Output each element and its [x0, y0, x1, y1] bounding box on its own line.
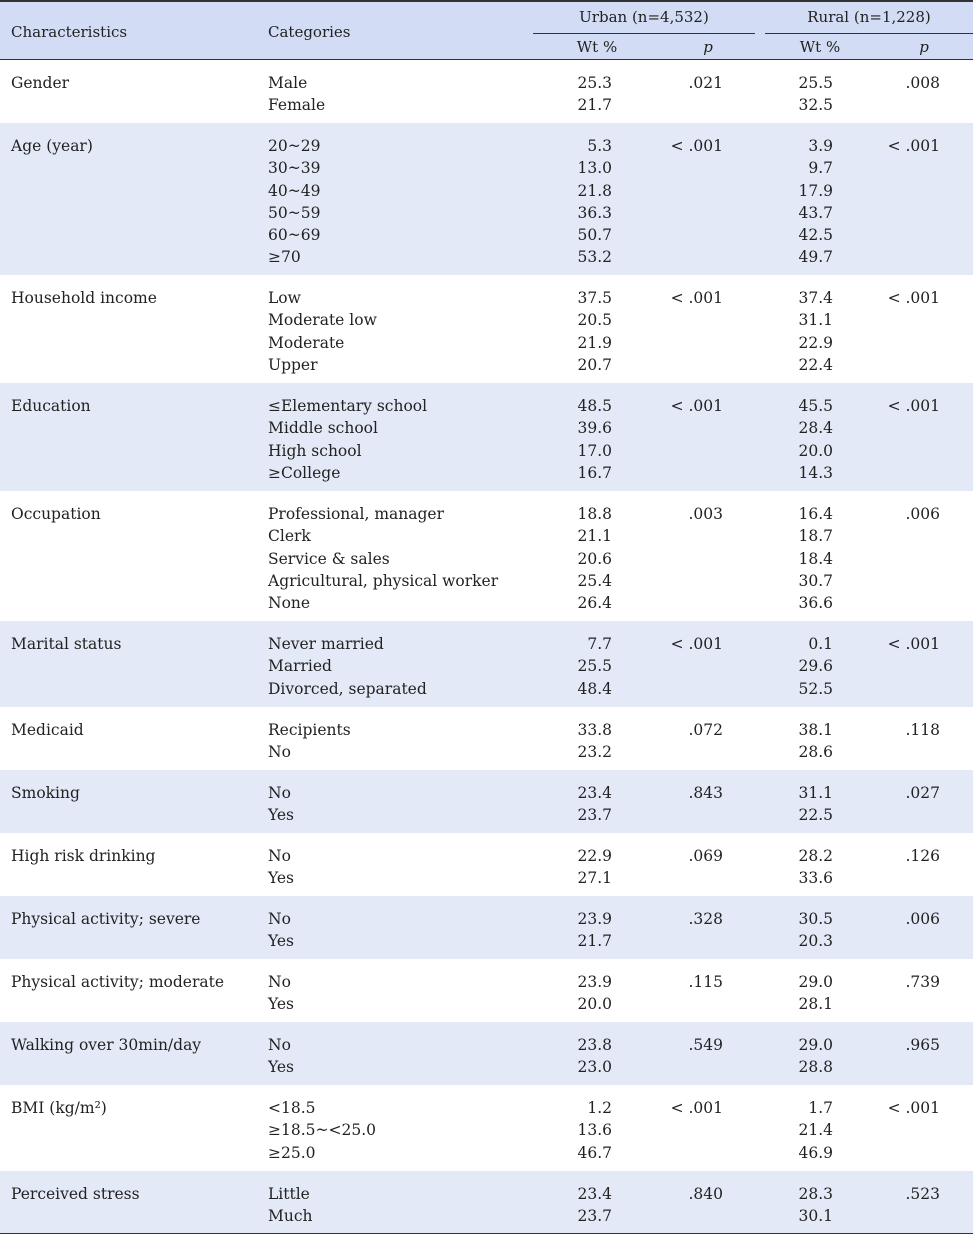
category-label: Clerk	[268, 527, 311, 546]
rural-wt-value: 1.7	[808, 1099, 833, 1117]
urban-wt-value: 1.2	[587, 1099, 612, 1117]
category-label: Divorced, separated	[268, 679, 427, 698]
urban-wt-value: 13.6	[577, 1121, 612, 1140]
category-label: None	[268, 594, 311, 613]
urban-p-value: .003	[688, 505, 723, 523]
rural-wt-cell	[740, 135, 833, 269]
category-label: ≥College	[268, 463, 341, 482]
urban-wt-value: 33.8	[577, 721, 612, 739]
urban-wt-value: 17.0	[577, 441, 612, 460]
rural-p-value: .523	[905, 1185, 940, 1203]
rural-wt-cell	[740, 971, 833, 1016]
urban-wt-value: 27.1	[577, 869, 612, 888]
rural-wt-cell	[740, 503, 833, 614]
urban-wt-value: 16.7	[577, 463, 612, 482]
header-rural-rule	[765, 33, 973, 34]
table-row	[0, 1085, 973, 1171]
rural-p-value: .027	[905, 784, 940, 802]
rural-wt-value: 25.5	[798, 74, 833, 92]
category-label: Yes	[268, 995, 295, 1014]
characteristic-label: Perceived stress	[11, 1185, 140, 1203]
urban-wt-cell	[520, 503, 612, 614]
characteristic-label: Physical activity; severe	[11, 910, 201, 928]
urban-p-value: .069	[688, 847, 723, 865]
category-label: No	[268, 784, 291, 802]
categories-cell	[268, 395, 427, 484]
table-row	[0, 621, 973, 707]
rural-wt-value: 17.9	[798, 181, 833, 200]
urban-p-value: .115	[688, 973, 723, 991]
rural-p-value: .118	[905, 721, 940, 739]
rural-wt-value: 43.7	[798, 203, 833, 222]
urban-wt-value: 23.7	[577, 1207, 612, 1226]
category-label: ≥18.5~<25.0	[268, 1121, 376, 1140]
rural-wt-value: 14.3	[798, 463, 833, 482]
rural-wt-value: 29.6	[798, 657, 833, 676]
rural-wt-value: 28.6	[798, 743, 833, 762]
rural-wt-value: 28.1	[798, 995, 833, 1014]
urban-wt-cell	[520, 908, 612, 953]
category-label: No	[268, 973, 291, 991]
characteristic-label: Household income	[11, 289, 157, 307]
rural-p-value: .739	[905, 973, 940, 991]
urban-p-value: < .001	[670, 635, 723, 653]
rural-wt-value: 52.5	[798, 679, 833, 698]
rural-wt-value: 28.3	[798, 1185, 833, 1203]
urban-wt-cell	[520, 845, 612, 890]
characteristic-label: Age (year)	[11, 137, 93, 155]
rural-wt-value: 32.5	[798, 96, 833, 115]
category-label: Middle school	[268, 419, 378, 438]
urban-wt-value: 7.7	[587, 635, 612, 653]
characteristic-label: Education	[11, 397, 91, 415]
categories-cell	[268, 287, 377, 376]
table-row	[0, 833, 973, 896]
urban-wt-value: 23.0	[577, 1058, 612, 1077]
urban-wt-value: 21.7	[577, 932, 612, 951]
rural-p-value: < .001	[887, 137, 940, 155]
urban-p-value: < .001	[670, 397, 723, 415]
urban-wt-value: 25.3	[577, 74, 612, 92]
header-urban-rule	[533, 33, 755, 34]
category-label: No	[268, 743, 291, 762]
category-label: Yes	[268, 806, 295, 825]
category-label: Female	[268, 96, 326, 115]
urban-wt-cell	[520, 719, 612, 764]
header-rural-p: p	[919, 38, 929, 56]
urban-p-value: < .001	[670, 1099, 723, 1117]
rural-wt-cell	[740, 1183, 833, 1228]
urban-wt-value: 20.0	[577, 995, 612, 1014]
rural-p-value: < .001	[887, 289, 940, 307]
header-urban-p: p	[703, 38, 713, 56]
rural-wt-value: 29.0	[798, 973, 833, 991]
category-label: High school	[268, 441, 362, 460]
categories-cell	[268, 503, 498, 614]
urban-p-value: .021	[688, 74, 723, 92]
characteristic-label: Physical activity; moderate	[11, 973, 225, 991]
categories-cell	[268, 135, 320, 269]
urban-p-value: .328	[688, 910, 723, 928]
urban-wt-value: 50.7	[577, 226, 612, 245]
urban-wt-value: 39.6	[577, 419, 612, 438]
urban-wt-cell	[520, 782, 612, 827]
category-label: ≥70	[268, 248, 301, 267]
rural-wt-value: 28.8	[798, 1058, 833, 1077]
rural-wt-value: 3.9	[808, 137, 833, 155]
table-row	[0, 275, 973, 383]
urban-wt-value: 53.2	[577, 248, 612, 267]
rural-wt-value: 9.7	[808, 159, 833, 178]
urban-wt-value: 23.7	[577, 806, 612, 825]
urban-wt-value: 36.3	[577, 203, 612, 222]
rural-wt-cell	[740, 287, 833, 376]
table-row	[0, 896, 973, 959]
rural-wt-cell	[740, 782, 833, 827]
rural-wt-value: 31.1	[798, 784, 833, 802]
categories-cell	[268, 719, 351, 764]
category-label: 40~49	[268, 181, 321, 200]
rural-p-value: .006	[905, 910, 940, 928]
rural-wt-cell	[740, 1034, 833, 1079]
category-label: 20~29	[268, 137, 321, 155]
rural-wt-value: 18.4	[798, 549, 833, 568]
urban-wt-value: 48.4	[577, 679, 612, 698]
table-row	[0, 383, 973, 491]
category-label: Yes	[268, 932, 295, 951]
rural-wt-value: 46.9	[798, 1143, 833, 1162]
urban-wt-cell	[520, 72, 612, 117]
header-rural-wt: Wt %	[799, 38, 841, 56]
urban-wt-cell	[520, 287, 612, 376]
table-row	[0, 491, 973, 621]
urban-wt-value: 23.4	[577, 1185, 612, 1203]
urban-wt-value: 21.9	[577, 333, 612, 352]
urban-wt-value: 22.9	[577, 847, 612, 865]
categories-cell	[268, 782, 294, 827]
category-label: Moderate low	[268, 311, 377, 330]
categories-cell	[268, 1034, 294, 1079]
category-label: Never married	[268, 635, 384, 653]
category-label: Yes	[268, 869, 295, 888]
category-label: No	[268, 847, 291, 865]
urban-wt-value: 13.0	[577, 159, 612, 178]
urban-wt-value: 20.5	[577, 311, 612, 330]
characteristic-label: High risk drinking	[11, 847, 156, 865]
category-label: Service & sales	[268, 549, 390, 568]
category-label: ≥25.0	[268, 1143, 316, 1162]
category-label: No	[268, 1036, 291, 1054]
table-row	[0, 770, 973, 833]
urban-wt-value: 37.5	[577, 289, 612, 307]
urban-wt-value: 23.4	[577, 784, 612, 802]
urban-wt-cell	[520, 1034, 612, 1079]
categories-cell	[268, 72, 325, 117]
rural-wt-value: 22.4	[798, 355, 833, 374]
rural-wt-value: 20.0	[798, 441, 833, 460]
rural-p-value: .965	[905, 1036, 940, 1054]
category-label: Upper	[268, 355, 318, 374]
rural-wt-value: 18.7	[798, 527, 833, 546]
rural-wt-value: 21.4	[798, 1121, 833, 1140]
category-label: 30~39	[268, 159, 321, 178]
categories-cell	[268, 633, 427, 700]
rural-wt-value: 33.6	[798, 869, 833, 888]
urban-p-value: < .001	[670, 289, 723, 307]
urban-wt-value: 26.4	[577, 594, 612, 613]
rural-wt-value: 28.4	[798, 419, 833, 438]
rural-wt-value: 38.1	[798, 721, 833, 739]
urban-wt-cell	[520, 1183, 612, 1228]
urban-wt-value: 46.7	[577, 1143, 612, 1162]
table-header	[0, 0, 973, 60]
rural-wt-value: 16.4	[798, 505, 833, 523]
category-label: Professional, manager	[268, 505, 444, 523]
rural-p-value: .006	[905, 505, 940, 523]
urban-wt-cell	[520, 971, 612, 1016]
category-label: Male	[268, 74, 308, 92]
characteristic-label: Walking over 30min/day	[11, 1036, 202, 1054]
rural-wt-value: 22.5	[798, 806, 833, 825]
rural-wt-value: 30.5	[798, 910, 833, 928]
rural-wt-value: 36.6	[798, 594, 833, 613]
urban-wt-value: 25.4	[577, 571, 612, 590]
rural-p-value: .008	[905, 74, 940, 92]
categories-cell	[268, 908, 294, 953]
rural-wt-value: 28.2	[798, 847, 833, 865]
category-label: Low	[268, 289, 301, 307]
rural-wt-cell	[740, 395, 833, 484]
urban-wt-value: 48.5	[577, 397, 612, 415]
rural-wt-value: 20.3	[798, 932, 833, 951]
urban-wt-value: 21.8	[577, 181, 612, 200]
rural-wt-value: 29.0	[798, 1036, 833, 1054]
header-characteristics: Characteristics	[11, 23, 128, 41]
category-label: No	[268, 910, 291, 928]
category-label: Agricultural, physical worker	[268, 571, 499, 590]
header-categories: Categories	[268, 23, 351, 41]
rural-wt-cell	[740, 719, 833, 764]
urban-p-value: .843	[688, 784, 723, 802]
urban-p-value: .840	[688, 1185, 723, 1203]
category-label: ≤Elementary school	[268, 397, 428, 415]
urban-wt-cell	[520, 1097, 612, 1164]
rural-wt-value: 42.5	[798, 226, 833, 245]
category-label: Much	[268, 1207, 313, 1226]
rural-wt-value: 22.9	[798, 333, 833, 352]
rural-wt-cell	[740, 633, 833, 700]
table-row	[0, 707, 973, 770]
category-label: Little	[268, 1185, 310, 1203]
categories-cell	[268, 1097, 376, 1164]
table-row	[0, 1171, 973, 1234]
urban-wt-value: 21.7	[577, 96, 612, 115]
rural-wt-value: 49.7	[798, 248, 833, 267]
rural-wt-value: 30.1	[798, 1207, 833, 1226]
category-label: Moderate	[268, 333, 345, 352]
categories-cell	[268, 1183, 313, 1228]
table-row	[0, 60, 973, 123]
rural-p-value: .126	[905, 847, 940, 865]
rural-wt-value: 37.4	[798, 289, 833, 307]
urban-wt-value: 21.1	[577, 527, 612, 546]
rural-p-value: < .001	[887, 1099, 940, 1117]
header-urban-wt: Wt %	[576, 38, 618, 56]
category-label: Married	[268, 657, 332, 676]
header-rural: Rural (n=1,228)	[807, 8, 931, 26]
rural-p-value: < .001	[887, 397, 940, 415]
rural-wt-cell	[740, 845, 833, 890]
table-row	[0, 959, 973, 1022]
characteristic-label: Occupation	[11, 505, 101, 523]
characteristic-label: Marital status	[11, 635, 122, 653]
header-urban: Urban (n=4,532)	[579, 8, 709, 26]
category-label: 50~59	[268, 203, 321, 222]
urban-wt-value: 25.5	[577, 657, 612, 676]
rural-wt-value: 45.5	[798, 397, 833, 415]
urban-wt-value: 20.6	[577, 549, 612, 568]
urban-p-value: .549	[688, 1036, 723, 1054]
urban-p-value: .072	[688, 721, 723, 739]
urban-wt-cell	[520, 633, 612, 700]
rural-wt-cell	[740, 908, 833, 953]
rural-wt-value: 0.1	[808, 635, 833, 653]
urban-wt-value: 23.2	[577, 743, 612, 762]
category-label: Yes	[268, 1058, 295, 1077]
categories-cell	[268, 845, 294, 890]
category-label: <18.5	[268, 1099, 316, 1117]
rural-p-value: < .001	[887, 635, 940, 653]
table-row	[0, 1022, 973, 1085]
rural-wt-value: 31.1	[798, 311, 833, 330]
urban-wt-value: 23.9	[577, 973, 612, 991]
urban-p-value: < .001	[670, 137, 723, 155]
urban-wt-value: 23.8	[577, 1036, 612, 1054]
table-body	[0, 60, 973, 1234]
characteristic-label: Medicaid	[11, 721, 84, 739]
category-label: Recipients	[268, 721, 351, 739]
rural-wt-cell	[740, 72, 833, 117]
characteristic-label: Gender	[11, 74, 70, 92]
category-label: 60~69	[268, 226, 321, 245]
characteristic-label: BMI (kg/m²)	[11, 1099, 107, 1117]
rural-wt-value: 30.7	[798, 571, 833, 590]
characteristic-label: Smoking	[11, 784, 80, 802]
urban-wt-value: 5.3	[587, 137, 612, 155]
urban-wt-value: 20.7	[577, 355, 612, 374]
categories-cell	[268, 971, 294, 1016]
urban-wt-value: 23.9	[577, 910, 612, 928]
urban-wt-cell	[520, 135, 612, 269]
table-row	[0, 123, 973, 275]
rural-wt-cell	[740, 1097, 833, 1164]
urban-wt-cell	[520, 395, 612, 484]
urban-wt-value: 18.8	[577, 505, 612, 523]
